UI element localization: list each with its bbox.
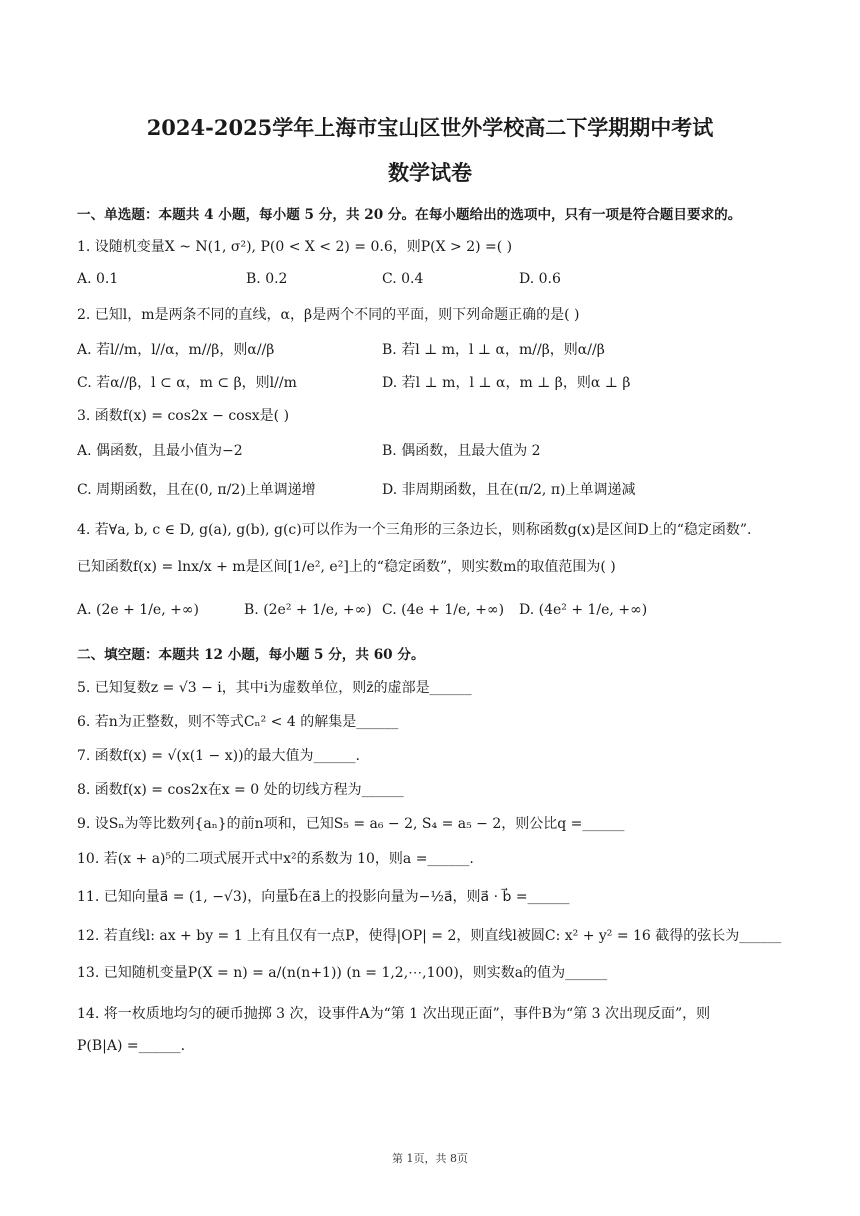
- question-9: 9. 设Sₙ为等比数列{aₙ}的前n项和，已知S₅ = a₆ − 2, S₄ = a₅ − 2，则公比q =______: [77, 816, 625, 832]
- question-2-option-b: B. 若l ⊥ m，l ⊥ α，m//β，则α//β: [382, 342, 605, 358]
- question-2-stem: 2. 已知l，m是两条不同的直线，α，β是两个不同的平面，则下列命题正确的是( ): [77, 307, 580, 323]
- question-3-option-a: A. 偶函数，且最小值为−2: [77, 443, 243, 459]
- question-6: 6. 若n为正整数，则不等式Cₙ² < 4 的解集是______: [77, 714, 399, 730]
- question-3-option-d: D. 非周期函数，且在(π/2, π)上单调递减: [382, 482, 636, 498]
- question-4-option-a: A. (2e + 1/e, +∞): [77, 602, 199, 618]
- question-10: 10. 若(x + a)⁵的二项式展开式中x²的系数为 10，则a =______.: [77, 851, 474, 867]
- page-footer: 第 1页，共 8页: [392, 1152, 468, 1165]
- section-heading-fill-in: 二、填空题：本题共 12 小题，每小题 5 分，共 60 分。: [77, 647, 425, 663]
- question-2-option-c: C. 若α//β，l ⊂ α，m ⊂ β，则l//m: [77, 375, 297, 391]
- question-1-option-d: D. 0.6: [519, 271, 561, 287]
- exam-subtitle: 数学试卷: [388, 160, 472, 185]
- question-2-option-d: D. 若l ⊥ m，l ⊥ α，m ⊥ β，则α ⊥ β: [382, 375, 631, 391]
- question-1-option-c: C. 0.4: [382, 271, 424, 287]
- question-3-stem: 3. 函数f(x) = cos2x − cosx是( ): [77, 408, 290, 424]
- question-4-option-c: C. (4e + 1/e, +∞): [382, 602, 505, 618]
- question-2-option-a: A. 若l//m，l//α，m//β，则α//β: [77, 342, 275, 358]
- question-12: 12. 若直线l: ax + by = 1 上有且仅有一点P，使得|OP| = 2，则直线l被圆C: x² + y² = 16 截得的弦长为______: [77, 928, 782, 944]
- question-14-line-1: 14. 将一枚质地均匀的硬币抛掷 3 次，设事件A为“第 1 次出现正面”，事件B为“第 3 次出现反面”，则: [77, 1006, 711, 1022]
- question-4-option-b: B. (2e² + 1/e, +∞): [244, 602, 372, 618]
- question-8: 8. 函数f(x) = cos2x在x = 0 处的切线方程为______: [77, 782, 404, 798]
- question-4-option-d: D. (4e² + 1/e, +∞): [519, 602, 648, 618]
- question-5: 5. 已知复数z = √3 − i，其中i为虚数单位，则z̄的虚部是______: [77, 680, 472, 696]
- question-3-option-c: C. 周期函数，且在(0, π/2)上单调递增: [77, 482, 316, 498]
- question-1-option-a: A. 0.1: [77, 271, 119, 287]
- question-4-stem-line-2: 已知函数f(x) = lnx/x + m是区间[1/e², e²]上的“稳定函数”，则实数m的取值范围为( ): [77, 559, 616, 575]
- question-4-stem-line-1: 4. 若∀a, b, c ∈ D, g(a), g(b), g(c)可以作为一个三角形的三条边长，则称函数g(x)是区间D上的“稳定函数”.: [77, 522, 752, 538]
- question-13: 13. 已知随机变量P(X = n) = a/(n(n+1)) (n = 1,2,⋯,100)，则实数a的值为______: [77, 965, 608, 981]
- section-heading-single-choice: 一、单选题：本题共 4 小题，每小题 5 分，共 20 分。在每小题给出的选项中，只有一项是符合题目要求的。: [77, 207, 742, 223]
- question-1-option-b: B. 0.2: [246, 271, 288, 287]
- question-3-option-b: B. 偶函数，且最大值为 2: [382, 443, 541, 459]
- exam-title: 2024-2025学年上海市宝山区世外学校高二下学期期中考试: [146, 115, 714, 140]
- question-7: 7. 函数f(x) = √(x(1 − x))的最大值为______.: [77, 748, 360, 764]
- question-11: 11. 已知向量a⃗ = (1, −√3)，向量b⃗在a⃗上的投影向量为−½a⃗，则a⃗ · b⃗ =______: [77, 889, 570, 905]
- question-1-stem: 1. 设随机变量X ~ N(1, σ²), P(0 < X < 2) = 0.6，则P(X > 2) =( ): [77, 239, 513, 255]
- question-14-line-2: P(B|A) =______.: [77, 1038, 186, 1054]
